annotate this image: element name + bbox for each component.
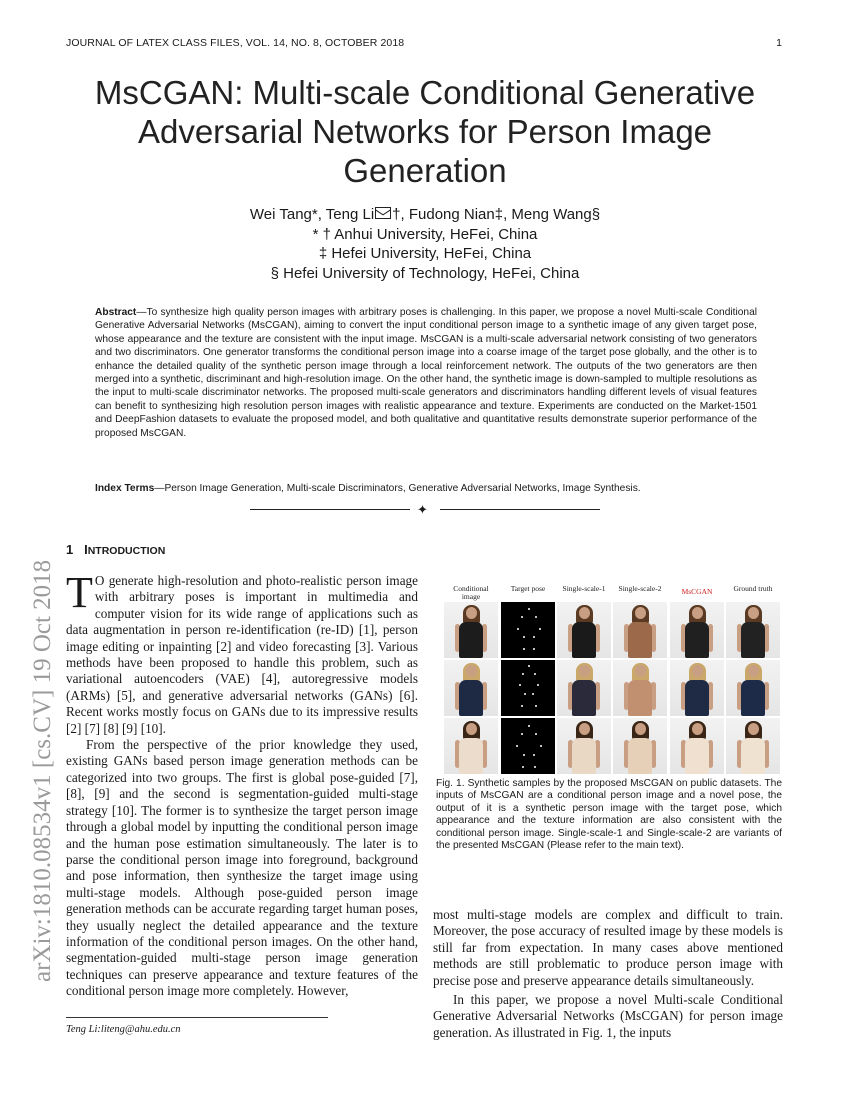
pose-keypoint — [523, 636, 525, 638]
figure-person-image — [557, 602, 611, 658]
arxiv-stamp-text: arXiv:1810.08534v1 [cs.CV] 19 Oct 2018 — [29, 559, 56, 982]
person-body — [459, 622, 483, 658]
person-head — [635, 607, 646, 619]
abstract — [95, 306, 757, 440]
person-head — [635, 665, 646, 677]
pose-keypoint — [533, 648, 535, 650]
person-head — [466, 723, 477, 735]
person-body — [628, 680, 652, 716]
pose-keypoint — [523, 648, 525, 650]
pose-keypoint — [528, 665, 530, 667]
paragraph: In this paper, we propose a novel Multi-scale Conditional Generative Adversarial Networks (MsCGAN) for person image generation. As illustrated in Fig. 1, the inputs — [433, 992, 783, 1040]
pose-keypoint — [537, 684, 539, 686]
page-number: 1 — [776, 37, 782, 49]
person-head — [748, 607, 759, 619]
person-body — [572, 738, 596, 774]
figure-person-image — [670, 602, 724, 658]
figure-target-pose — [501, 602, 555, 658]
separator-diamond-icon: ✦ — [417, 502, 428, 517]
figure-column-header: Single-scale-2 — [618, 584, 662, 593]
person-head — [579, 607, 590, 619]
figure-person-image — [557, 660, 611, 716]
person-body — [741, 622, 765, 658]
figure-column-header: Target pose — [510, 584, 546, 593]
author-names — [100, 205, 750, 225]
person-head — [466, 607, 477, 619]
section-title-initial: I — [84, 542, 88, 557]
figure-person-image — [613, 718, 667, 774]
pose-keypoint — [516, 745, 518, 747]
index-terms-label: Index Terms — [95, 483, 155, 494]
person-body — [459, 680, 483, 716]
pose-keypoint — [524, 693, 526, 695]
arxiv-stamp — [20, 294, 60, 984]
person-head — [635, 723, 646, 735]
figure-1 — [436, 585, 782, 775]
affiliation: ‡ Hefei University, HeFei, China — [318, 245, 532, 262]
paragraph — [66, 568, 418, 737]
envelope-icon — [375, 207, 391, 219]
person-head — [466, 665, 477, 677]
figure-person-image — [613, 602, 667, 658]
person-body — [741, 680, 765, 716]
pose-keypoint — [522, 673, 524, 675]
paragraph: From the perspective of the prior knowledge they used, existing GANs based person image generation methods can be categorized into two groups. The first is global pose-guided [7], [8], [9] and the second is segmentation-guided multi-stage strategy [10]. The former is to synthesize the target person image through a global model by inputting the conditional person image and the human pose estimation simultaneously. The later is to parse the conditional person image into foreground, background and pose information, then synthesize the target image using multi-stage models. Although pose-guided person image generation methods can be accurate regarding target human poses, they usually neglect the detailed appearance and the texture information of the conditional person images. On the other hand, segmentation-guided multi-stage person image generation techniques can preserve appearance and texture features of the conditional person image more completely. However, — [66, 737, 418, 999]
person-body — [685, 622, 709, 658]
paragraph: most multi-stage models are complex and difficult to train. Moreover, the pose accuracy of resulted image by these models is still far from expectation. In many cases above mentioned methods are still problematic to produce person image with precise pose and preserve appearance details simultaneously. — [433, 907, 783, 988]
pose-keypoint — [532, 693, 534, 695]
pose-keypoint — [517, 628, 519, 630]
footnote-rule — [66, 1017, 328, 1018]
person-body — [741, 738, 765, 774]
pose-keypoint — [528, 725, 530, 727]
person-body — [685, 680, 709, 716]
figure-person-image — [670, 718, 724, 774]
separator-line — [440, 509, 600, 510]
pose-keypoint — [535, 705, 537, 707]
pose-keypoint — [523, 754, 525, 756]
pose-keypoint — [521, 616, 523, 618]
pose-keypoint — [528, 608, 530, 610]
figure-person-image — [444, 660, 498, 716]
abstract-text: —To synthesize high quality person images with arbitrary poses is challenging. In this paper, we propose a novel Multi-scale Conditional Generative Adversarial Networks (MsCGAN), aiming to convert the input conditional person image to a synthetic image of any given target pose, whose appearance and the texture are consistent with the input image. MsCGAN is a multi-scale adversarial network consisting of two generators and two discriminators. One generator transforms the conditional person image into a coarse image of the target pose globally, and the other is to enhance the detailed quality of the synthetic person image through a local reinforcement network. The outputs of the two generators are then merged into a synthetic, discriminant and high-resolution image. On the other hand, the synthetic image is down-sampled to multiple resolutions as the input to multi-scale discriminator networks. The proposed multi-scale generators and discriminators handling different levels of visual features can benefit to synthesizing high resolution person images with realistic appearance and texture. Experiments are conducted on the Market-1501 and DeepFashion datasets to evaluate the proposed model, and both qualitative and quantitative results demonstrate superior performance of the proposed MsCGAN. — [95, 307, 757, 439]
section-number: 1 — [66, 542, 74, 557]
figure-column-header: Single-scale-1 — [562, 584, 606, 593]
person-head — [579, 723, 590, 735]
figure-person-image — [726, 660, 780, 716]
pose-keypoint — [534, 766, 536, 768]
pose-keypoint — [521, 733, 523, 735]
pose-keypoint — [539, 628, 541, 630]
figure-person-image — [670, 660, 724, 716]
pose-keypoint — [533, 754, 535, 756]
figure-person-image — [444, 718, 498, 774]
section-heading — [66, 542, 165, 557]
figure-target-pose — [501, 718, 555, 774]
affiliation: § Hefei University of Technology, HeFei, China — [270, 264, 580, 282]
person-head — [692, 723, 703, 735]
left-column — [66, 568, 418, 1000]
pose-keypoint — [534, 673, 536, 675]
person-body — [685, 738, 709, 774]
right-column — [433, 907, 783, 1041]
figure-column-header: Conditional image — [453, 584, 489, 601]
running-head: JOURNAL OF LATEX CLASS FILES, VOL. 14, NO. 8, OCTOBER 2018 — [66, 37, 405, 49]
figure-caption: Fig. 1. Synthetic samples by the proposed MsCGAN on public datasets. The inputs of MsCGAN are a conditional person image and a novel pose, the output of it is a synthetic person image with the target pose, which appearance and the texture information are also consistent with the conditional person image. Single-scale-1 and Single-scale-2 are variants of the presented MsCGAN (Please refer to the main text). — [436, 778, 782, 852]
figure-column-header: Ground truth — [733, 584, 773, 593]
author-names-part1: Wei Tang*, Teng Li — [249, 206, 375, 223]
pose-keypoint — [533, 636, 535, 638]
person-body — [628, 738, 652, 774]
index-terms — [95, 482, 757, 495]
pose-keypoint — [535, 733, 537, 735]
footnote: Teng Li:liteng@ahu.edu.cn — [66, 1024, 181, 1035]
person-body — [572, 622, 596, 658]
figure-person-image — [726, 718, 780, 774]
figure-person-image — [613, 660, 667, 716]
person-head — [748, 723, 759, 735]
paper-title: MsCGAN: Multi-scale Conditional Generative Adversarial Networks for Person Image Generation — [94, 74, 756, 189]
pose-keypoint — [540, 745, 542, 747]
person-head — [692, 665, 703, 677]
person-head — [748, 665, 759, 677]
person-head — [579, 665, 590, 677]
author-names-part2: †, Fudong Nian‡, Meng Wang§ — [392, 206, 601, 223]
figure-person-image — [726, 602, 780, 658]
figure-column-header-highlight: MsCGAN — [681, 587, 713, 596]
person-body — [572, 680, 596, 716]
paragraph-text: O generate high-resolution and photo-realistic person image with arbitrary poses is important in multimedia and computer vision for its wide range of applications such as data augmentation in person re-identification (re-ID) [1], person image editing or inpainting [2] and video forecasting [3]. Various methods have been proposed to handle this problem, such as variational autoencoders (VAE) [4], autoregressive models (ARMs) [5], and generative adversarial networks (GANs) [6]. Recent works mostly focus on GANs due to its impressive results [2] [7] [8] [9] [10]. — [66, 573, 418, 736]
person-body — [628, 622, 652, 658]
affiliation: * † Anhui University, HeFei, China — [312, 225, 538, 243]
separator-line — [250, 509, 410, 510]
figure-target-pose — [501, 660, 555, 716]
pose-keypoint — [522, 766, 524, 768]
pose-keypoint — [535, 616, 537, 618]
figure-person-image — [557, 718, 611, 774]
dropcap: T — [66, 568, 93, 617]
person-body — [459, 738, 483, 774]
author-block — [100, 205, 750, 283]
person-head — [692, 607, 703, 619]
pose-keypoint — [521, 705, 523, 707]
figure-person-image — [444, 602, 498, 658]
pose-keypoint — [519, 684, 521, 686]
section-title-rest: NTRODUCTION — [87, 545, 166, 557]
index-terms-text: —Person Image Generation, Multi-scale Discriminators, Generative Adversarial Networks, Image Synthesis. — [154, 483, 641, 494]
abstract-label: Abstract — [95, 307, 137, 318]
